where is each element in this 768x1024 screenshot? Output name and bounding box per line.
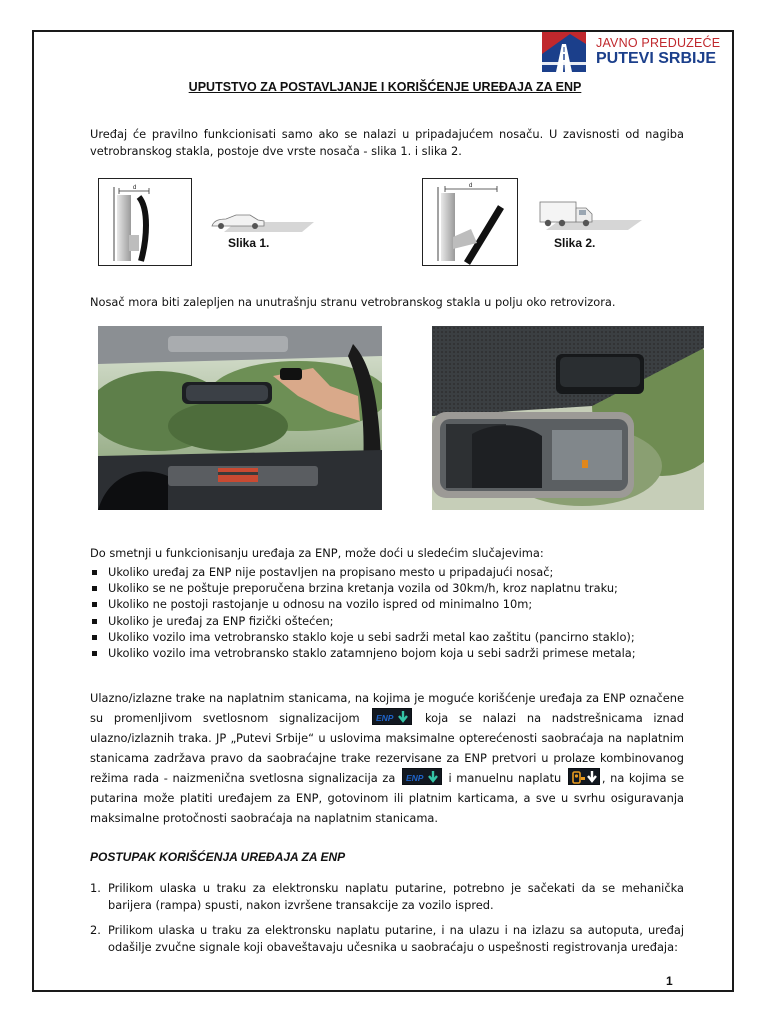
procedure-steps — [90, 880, 684, 964]
windshield-photo-mirror — [432, 326, 704, 510]
enp-sign-text: ENP — [376, 713, 394, 723]
page-number: 1 — [666, 974, 673, 988]
list-item: Ukoliko ne postoji rastojanje u odnosu na vozilo ispred od minimalno 10m; — [90, 596, 684, 612]
enp-sign-text: ENP — [405, 773, 424, 783]
procedure-step: 1. Prilikom ulaska u traku za elektronsku naplatu putarine, potrebno je sačekati da se mehanička barijera (rampa) spusti, nakon izvršene transakcije za vozilo ispred. — [90, 881, 684, 912]
car-icon — [206, 210, 314, 234]
document-title: UPUTSTVO ZA POSTAVLJANJE I KORIŠĆENJE UREĐAJA ZA ENP — [188, 80, 582, 94]
bullet-icon — [92, 635, 97, 640]
figure-caption-2: Slika 2. — [554, 236, 596, 250]
company-logo — [542, 32, 728, 72]
procedure-step: 2. Prilikom ulaska u traku za elektronsku naplatu putarine, i na ulazu i na izlazu sa autoputa, uređaj odašilje zvučne signale koji obaveštavaju učesnika u saobraćaju o uspešnosti registrovanja uređaja: — [90, 923, 684, 954]
mount-diagram-2 — [422, 178, 518, 266]
dim-label-2: d — [469, 183, 473, 189]
road-logo-icon — [542, 32, 586, 72]
list-item: Ukoliko je uređaj za ENP fizički oštećen; — [90, 613, 684, 629]
problems-list — [90, 564, 684, 661]
bullet-icon — [92, 651, 97, 656]
truck-icon — [536, 198, 642, 232]
logo-line-1: JAVNO PREDUZEĆE — [596, 36, 721, 50]
bullet-icon — [92, 586, 97, 591]
mount-diagram-1 — [98, 178, 192, 266]
problems-intro: Do smetnji u funkcionisanju uređaja za ENP, može doći u sledećim slučajevima: — [90, 546, 544, 560]
list-item: Ukoliko vozilo ima vetrobransko staklo zatamnjeno bojom koja u sebi sadrži primese metala; — [90, 645, 684, 661]
enp-lane-sign-icon — [402, 768, 442, 785]
list-item: Ukoliko se ne poštuje preporučena brzina kretanja vozila od 30km/h, kroz naplatnu traku; — [90, 580, 684, 596]
manual-payment-sign-icon — [568, 768, 600, 785]
enp-lane-sign-icon — [372, 708, 412, 725]
figure-caption-1: Slika 1. — [228, 236, 270, 250]
procedure-heading: POSTUPAK KORIŠĆENJA UREĐAJA ZA ENP — [90, 850, 346, 864]
logo-line-2: PUTEVI SRBIJE — [596, 50, 717, 67]
mount-instruction: Nosač mora biti zalepljen na unutrašnju stranu vetrobranskog stakla u polju oko retrovizora. — [90, 295, 616, 309]
intro-paragraph: Uređaj će pravilno funkcionisati samo ako se nalazi u pripadajućem nosaču. U zavisnosti od nagiba vetrobranskog stakla, postoje dve vrste nosača - slika 1. i slika 2. — [90, 127, 684, 158]
page-frame — [32, 30, 734, 992]
bullet-icon — [92, 570, 97, 575]
dim-label-1: d — [133, 185, 137, 191]
bullet-icon — [92, 619, 97, 624]
windshield-photo-interior — [98, 326, 382, 510]
toll-lanes-paragraph: Ulazno/izlazne trake na naplatnim stanicama, na kojima je moguće korišćenje uređaja za ENP označene su promenljivom svetlosnom signalizacijom ENP koja se nalazi na nadstrešnicama iznad ulazno/izlaznih traka. JP „Putevi Srbije“ u uslovima maksimalne opterećenosti saobraćaja na naplatnim stanicama zadržava pravo da saobraćajne trake rezervisane za ENP pretvori u prolaze kombinovanog režima rada - naizmenična svetlosna signalizacija za ENP i manuelnu naplatu , na kojima se putarina može platiti uređajem za ENP, gotovinom ili platnim karticama, a sve u svrhu osiguravanja maksimalne protočnosti saobraćaja na naplatnim stanicama. — [90, 691, 684, 825]
list-item: Ukoliko uređaj za ENP nije postavljen na propisano mesto u pripadajući nosač; — [90, 564, 684, 580]
bullet-icon — [92, 602, 97, 607]
list-item: Ukoliko vozilo ima vetrobransko staklo koje u sebi sadrži metal kao zaštitu (pancirno staklo); — [90, 629, 684, 645]
